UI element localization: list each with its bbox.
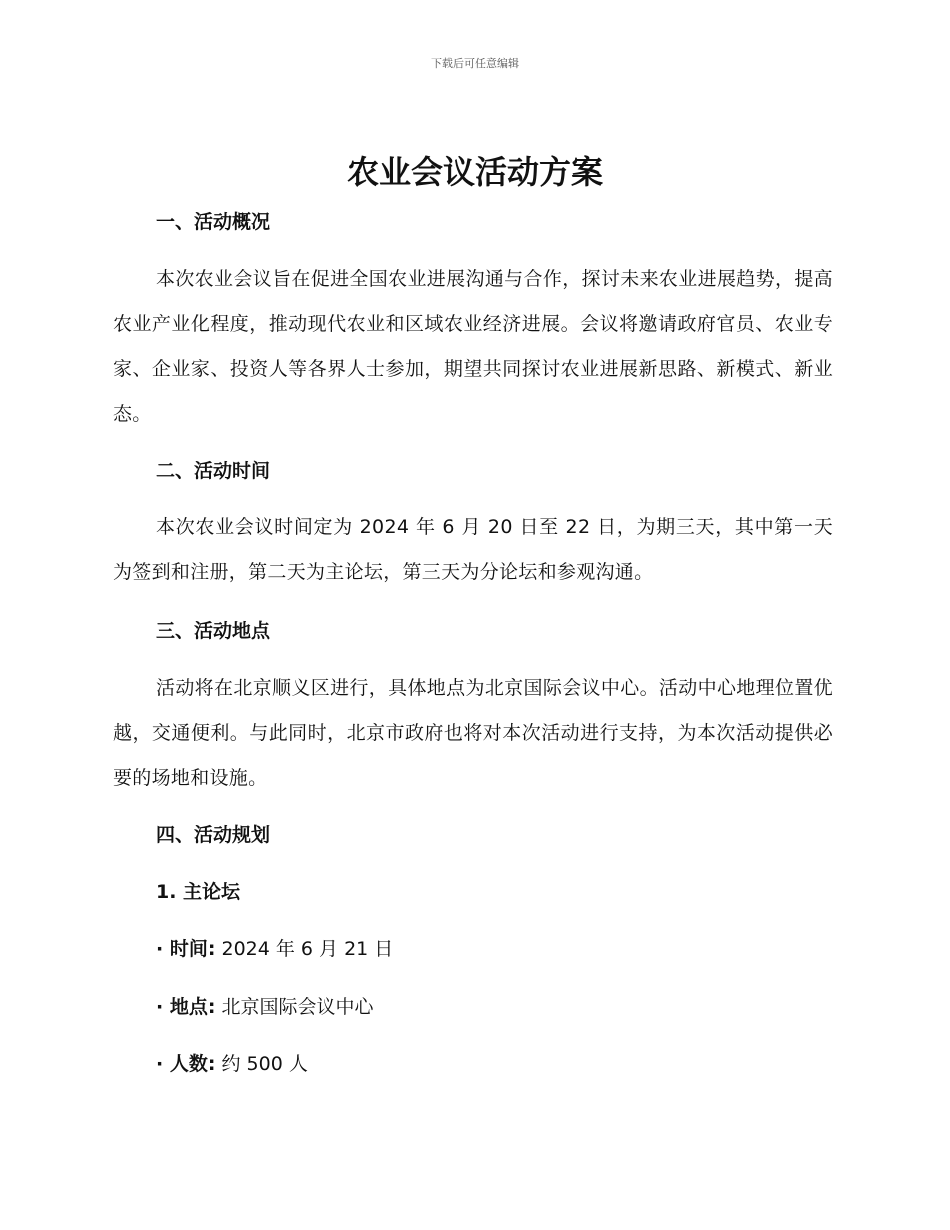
plan-item-value: 约 500 人 <box>215 1053 308 1075</box>
header-note: 下载后可任意编辑 <box>431 57 519 70</box>
plan-item-attendance <box>156 1051 308 1077</box>
section-paragraph-time: 本次农业会议时间定为 2024 年 6 月 20 日至 22 日，为期三天，其中第一天为签到和注册，第二天为主论坛，第三天为分论坛和参观沟通。 <box>113 516 833 583</box>
plan-item-value: 2024 年 6 月 21 日 <box>215 938 394 960</box>
plan-subheading: 1. 主论坛 <box>156 881 241 903</box>
plan-item-time <box>156 936 393 962</box>
section-heading-location: 三、活动地点 <box>156 620 271 642</box>
section-paragraph-location: 活动将在北京顺义区进行，具体地点为北京国际会议中心。活动中心地理位置优越，交通便利。与此同时，北京市政府也将对本次活动进行支持，为本次活动提供必要的场地和设施。 <box>113 677 833 789</box>
plan-item-key: · 人数: <box>156 1053 216 1075</box>
section-paragraph-overview: 本次农业会议旨在促进全国农业进展沟通与合作，探讨未来农业进展趋势，提高农业产业化程度，推动现代农业和区域农业经济进展。会议将邀请政府官员、农业专家、企业家、投资人等各界人士参加，期望共同探讨农业进展新思路、新模式、新业态。 <box>113 268 833 425</box>
section-heading-time: 二、活动时间 <box>156 460 271 482</box>
document-title: 农业会议活动方案 <box>346 153 603 191</box>
plan-item-key: · 时间: <box>156 938 216 960</box>
plan-item-location <box>156 994 373 1020</box>
section-heading-overview: 一、活动概况 <box>156 211 271 233</box>
section-heading-plan: 四、活动规划 <box>156 824 271 846</box>
plan-item-key: · 地点: <box>156 996 216 1018</box>
plan-item-value: 北京国际会议中心 <box>215 996 374 1018</box>
